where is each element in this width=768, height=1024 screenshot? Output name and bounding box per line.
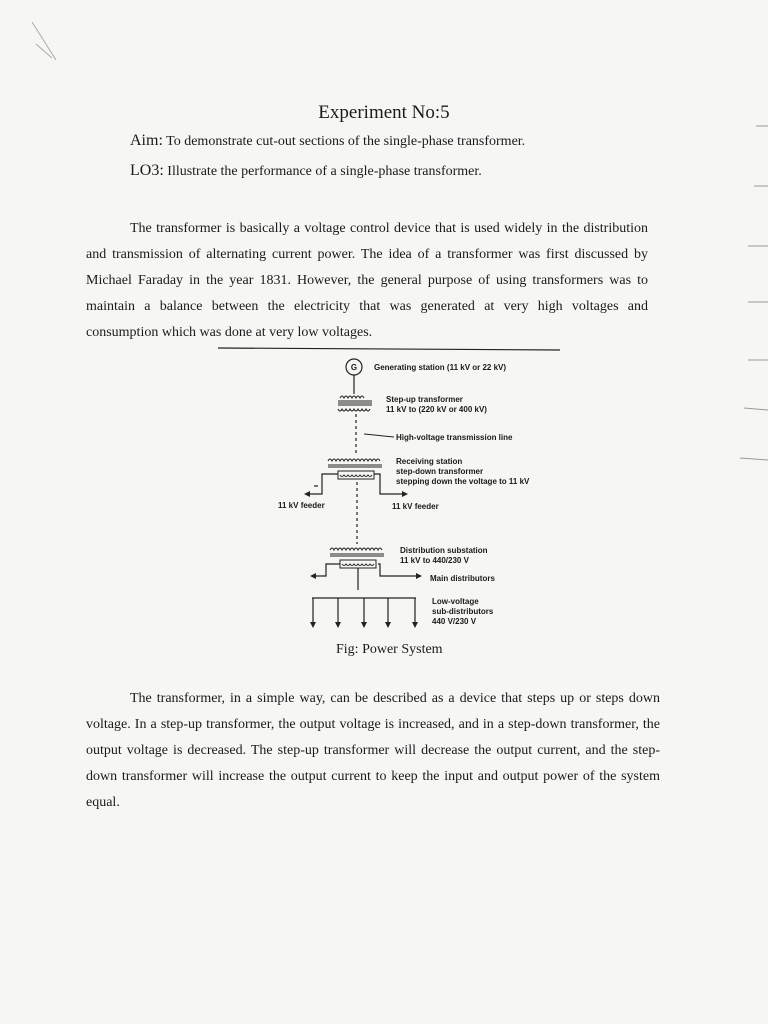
aim-text: To demonstrate cut-out sections of the single-phase transformer. <box>166 134 526 149</box>
distribution-label-1: Distribution substation <box>400 546 488 555</box>
main-distributors-label: Main distributors <box>430 574 495 583</box>
distribution-label-2: 11 kV to 440/230 V <box>400 556 469 565</box>
feeder-left-label: 11 kV feeder <box>278 501 325 510</box>
lv-label-2: sub-distributors <box>432 607 494 616</box>
lo-text: Illustrate the performance of a single-phase transformer. <box>167 164 482 179</box>
generating-station-label: Generating station (11 kV or 22 kV) <box>374 363 507 372</box>
aim-label: Aim: <box>130 132 163 149</box>
generator-symbol: G <box>350 363 358 372</box>
figure-caption: Fig: Power System <box>336 642 443 657</box>
receiving-label-3: stepping down the voltage to 11 kV <box>396 477 530 486</box>
paragraph-intro-text: The transformer is basically a voltage control device that is used widely in the distribution and transmission of alternating current power. The idea of a transformer was first discussed by Michael Faraday in the year 1831. However, the general purpose of using transformers was to maintain a balance between the electricity that was generated at very high voltages and consumption which was done at very low voltages. <box>86 221 648 340</box>
step-up-transformer-icon <box>338 396 372 411</box>
figure-top-rule <box>218 348 560 350</box>
lv-label-1: Low-voltage <box>432 597 479 606</box>
feeder-lines <box>306 474 404 494</box>
lv-label-3: 440 V/230 V <box>432 617 477 626</box>
receiving-label-2: step-down transformer <box>396 467 484 476</box>
distribution-transformer-icon <box>330 548 384 568</box>
receiving-transformer-icon <box>328 459 382 479</box>
receiving-label-1: Receiving station <box>396 457 463 466</box>
step-up-label-1: Step-up transformer <box>386 395 463 404</box>
paragraph-step-up-down <box>86 686 660 816</box>
paragraph-step-up-down-text: The transformer, in a simple way, can be described as a device that steps up or steps down voltage. In a step-up transformer, the output voltage is increased, and in a step-down transformer, the output voltage is decreased. The step-up transformer will decrease the output current, and the step-down transformer will increase the output current to keep the input and output power of the system equal. <box>86 691 660 810</box>
step-up-label-2: 11 kV to (220 kV or 400 kV) <box>386 405 487 414</box>
hv-line-label: High-voltage transmission line <box>396 433 513 442</box>
feeder-right-label: 11 kV feeder <box>392 502 439 511</box>
lo-label: LO3: <box>130 162 164 179</box>
lv-subdistributor-lines <box>312 598 416 624</box>
page-title: Experiment No:5 <box>318 102 450 123</box>
